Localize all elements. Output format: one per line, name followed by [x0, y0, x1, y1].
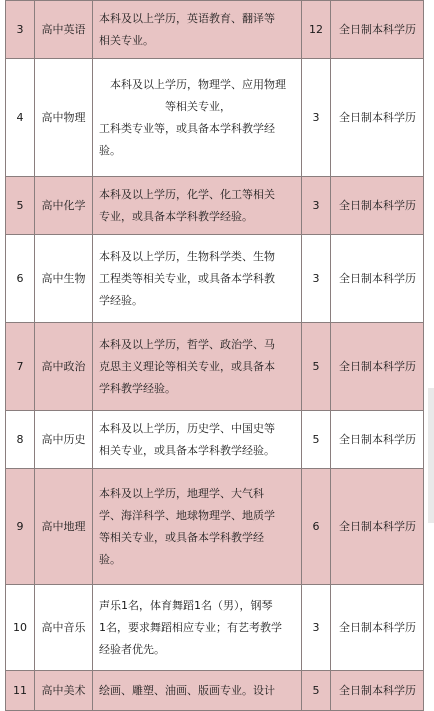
requirement-line: 本科及以上学历，哲学、政治学、马 — [99, 337, 275, 351]
education-cell: 全日制本科学历 — [331, 585, 424, 671]
education-cell: 全日制本科学历 — [331, 469, 424, 585]
requirement-line: 学经验。 — [99, 293, 143, 307]
subject-cell: 高中政治 — [35, 323, 93, 411]
subject-cell: 高中英语 — [35, 1, 93, 59]
table-row — [6, 323, 424, 411]
row-number: 9 — [6, 469, 35, 585]
education-cell: 全日制本科学历 — [331, 177, 424, 235]
requirement-line: 工科类专业等，或具备本学科教学经 — [99, 121, 275, 135]
requirement-cell — [93, 469, 302, 585]
table-row — [6, 235, 424, 323]
subject-cell: 高中美术 — [35, 671, 93, 711]
row-number: 6 — [6, 235, 35, 323]
count-cell: 5 — [302, 323, 331, 411]
requirement-cell — [93, 671, 302, 711]
table-row — [6, 177, 424, 235]
requirement-cell — [93, 411, 302, 469]
requirement-line: 学科教学经验。 — [99, 381, 176, 395]
education-cell: 全日制本科学历 — [331, 235, 424, 323]
table-body — [6, 1, 424, 711]
requirement-line: 克思主义理论等相关专业，或具备本 — [99, 359, 275, 373]
requirement-line: 绘画、雕塑、油画、版画专业。设计 — [99, 683, 275, 697]
table-row — [6, 469, 424, 585]
requirement-cell — [93, 235, 302, 323]
count-cell: 3 — [302, 59, 331, 177]
requirement-line: 声乐1名，体育舞蹈1名（男），钢琴 — [99, 598, 273, 612]
education-cell: 全日制本科学历 — [331, 323, 424, 411]
recruitment-table — [5, 0, 424, 711]
education-cell: 全日制本科学历 — [331, 671, 424, 711]
count-cell: 5 — [302, 671, 331, 711]
requirement-line: 本科及以上学历，生物科学类、生物 — [99, 249, 275, 263]
requirement-line: 等相关专业， — [165, 99, 231, 113]
requirement-line: 相关专业，或具备本学科教学经验。 — [99, 443, 275, 457]
scrollbar-hint — [428, 388, 434, 523]
requirement-line: 等相关专业，或具备本学科教学经 — [99, 530, 264, 544]
requirement-cell — [93, 177, 302, 235]
education-cell: 全日制本科学历 — [331, 1, 424, 59]
table-row — [6, 671, 424, 711]
row-number: 5 — [6, 177, 35, 235]
requirement-line: 学、海洋科学、地球物理学、地质学 — [99, 508, 275, 522]
subject-cell: 高中历史 — [35, 411, 93, 469]
count-cell: 3 — [302, 585, 331, 671]
requirement-line: 相关专业。 — [99, 33, 154, 47]
subject-cell: 高中地理 — [35, 469, 93, 585]
table-row — [6, 59, 424, 177]
row-number: 3 — [6, 1, 35, 59]
count-cell: 3 — [302, 235, 331, 323]
requirement-cell — [93, 585, 302, 671]
requirement-line: 专业，或具备本学科教学经验。 — [99, 209, 253, 223]
requirement-line: 本科及以上学历，化学、化工等相关 — [99, 187, 275, 201]
education-cell: 全日制本科学历 — [331, 59, 424, 177]
requirement-line: 本科及以上学历，物理学、应用物理 — [110, 77, 286, 91]
subject-cell: 高中音乐 — [35, 585, 93, 671]
requirement-cell — [93, 1, 302, 59]
count-cell: 5 — [302, 411, 331, 469]
requirement-cell — [93, 59, 302, 177]
subject-cell: 高中物理 — [35, 59, 93, 177]
count-cell: 6 — [302, 469, 331, 585]
row-number: 7 — [6, 323, 35, 411]
requirement-cell — [93, 323, 302, 411]
row-number: 11 — [6, 671, 35, 711]
requirement-line: 1名，要求舞蹈相应专业；有艺考教学 — [99, 620, 282, 634]
count-cell: 12 — [302, 1, 331, 59]
requirement-line: 本科及以上学历，地理学、大气科 — [99, 486, 264, 500]
requirement-line: 验。 — [99, 552, 121, 566]
requirement-line: 经验者优先。 — [99, 642, 165, 656]
row-number: 8 — [6, 411, 35, 469]
requirement-line: 工程类等相关专业，或具备本学科教 — [99, 271, 275, 285]
subject-cell: 高中化学 — [35, 177, 93, 235]
education-cell: 全日制本科学历 — [331, 411, 424, 469]
subject-cell: 高中生物 — [35, 235, 93, 323]
row-number: 10 — [6, 585, 35, 671]
requirement-line: 本科及以上学历，历史学、中国史等 — [99, 421, 275, 435]
row-number: 4 — [6, 59, 35, 177]
requirement-line: 验。 — [99, 143, 121, 157]
table-row — [6, 1, 424, 59]
table-row — [6, 585, 424, 671]
count-cell: 3 — [302, 177, 331, 235]
table-row — [6, 411, 424, 469]
requirement-line: 本科及以上学历，英语教育、翻译等 — [99, 11, 275, 25]
